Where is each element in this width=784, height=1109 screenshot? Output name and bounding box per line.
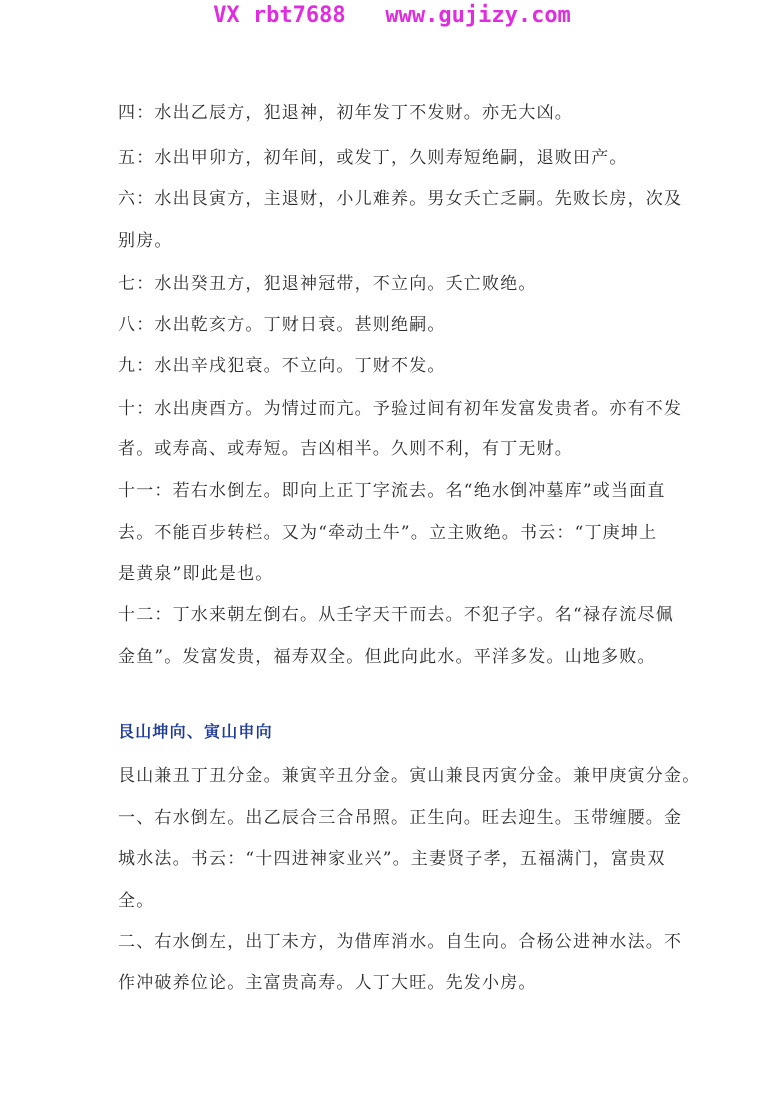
text-line: 金鱼”。发富发贵，福寿双全。但此向此水。平洋多发。山地多败。: [118, 647, 656, 667]
text-line: 十一：若右水倒左。即向上正丁字流去。名“绝水倒冲墓库”或当面直: [118, 481, 666, 501]
text-line: 别房。: [118, 231, 173, 251]
text-line: 六：水出艮寅方，主退财，小儿难养。男女夭亡乏嗣。先败长房，次及: [118, 189, 683, 209]
text-line: 一、右水倒左。出乙辰合三合吊照。正生向。旺去迎生。玉带缠腰。金: [118, 808, 683, 828]
text-line: 是黄泉”即此是也。: [118, 564, 274, 584]
section-heading: 艮山坤向、寅山申向: [118, 722, 273, 741]
text-line: 十：水出庚酉方。为情过而亢。予验过间有初年发富发贵者。亦有不发: [118, 399, 683, 419]
text-line: 五：水出甲卯方，初年间，或发丁，久则寿短绝嗣，退败田产。: [118, 148, 628, 168]
text-line: 城水法。书云：“十四进神家业兴”。主妻贤子孝，五福满门，富贵双: [118, 849, 666, 869]
text-line: 二、右水倒左，出丁未方，为借库消水。自生向。合杨公进神水法。不: [118, 932, 683, 952]
text-line: 七：水出癸丑方，犯退神冠带，不立向。夭亡败绝。: [118, 274, 537, 294]
text-line: 全。: [118, 891, 155, 911]
text-line: 去。不能百步转栏。又为“牵动土牛”。立主败绝。书云：“丁庚坤上: [118, 523, 658, 543]
text-line: 九：水出辛戌犯衰。不立向。丁财不发。: [118, 356, 446, 376]
watermark-text: VX rbt7688 www.gujizy.com: [213, 3, 571, 28]
text-line: 八：水出乾亥方。丁财日衰。甚则绝嗣。: [118, 315, 446, 335]
text-line: 者。或寿高、或寿短。吉凶相半。久则不利，有丁无财。: [118, 439, 573, 459]
text-line: 艮山兼丑丁丑分金。兼寅辛丑分金。寅山兼艮丙寅分金。兼甲庚寅分金。: [118, 766, 701, 786]
text-line: 十二：丁水来朝左倒右。从壬字天干而去。不犯子字。名“禄存流尽佩: [118, 605, 674, 625]
text-line: 作冲破养位论。主富贵高寿。人丁大旺。先发小房。: [118, 973, 537, 993]
text-line: 四：水出乙辰方，犯退神，初年发丁不发财。亦无大凶。: [118, 103, 573, 123]
